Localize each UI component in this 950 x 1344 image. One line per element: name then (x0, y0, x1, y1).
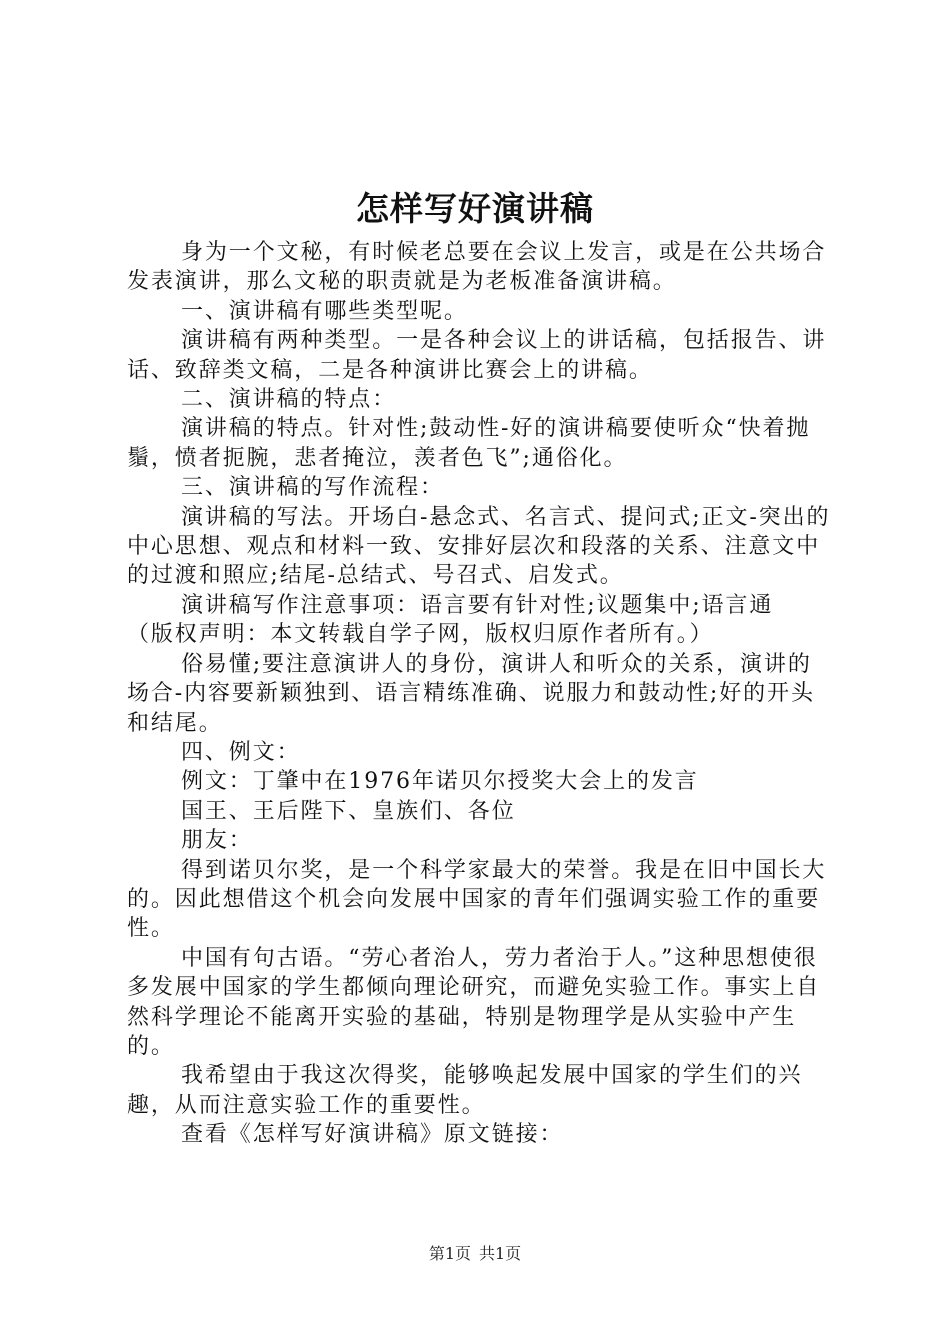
paragraph-features: 演讲稿的特点。针对性;鼓动性-好的演讲稿要使听众“快着抛鬚，愤者扼腕，悲者掩泣，羡者色飞”;通俗化。 (127, 416, 811, 471)
example-salutation: 国王、王后陛下、皇族们、各位 (181, 798, 516, 824)
example-paragraph-2: 中国有句古语。“劳心者治人，劳力者治于人。”这种思想使很多发展中国家的学生都倾向理论研究，而避免实验工作。事实上自然科学理论不能离开实验的基础，特别是物理学是从实验中产生的。 (127, 945, 821, 1059)
page-footer (0, 1243, 950, 1265)
heading-section-2: 二、演讲稿的特点： (181, 387, 397, 413)
heading-section-1: 一、演讲稿有哪些类型呢。 (181, 298, 468, 324)
original-link-label: 查看《怎样写好演讲稿》原文链接： (181, 1122, 564, 1148)
paragraph-notes: 演讲稿写作注意事项：语言要有针对性;议题集中;语言通 (181, 592, 774, 618)
document-body (127, 238, 835, 1150)
example-salutation-friends: 朋友： (181, 828, 253, 854)
heading-section-4: 四、例文： (181, 739, 301, 765)
example-paragraph-1: 得到诺贝尔奖，是一个科学家最大的荣誉。我是在旧中国长大的。因此想借这个机会向发展中国家的青年们强调实验工作的重要性。 (127, 857, 827, 942)
page-number: 第1页 (428, 1244, 471, 1263)
paragraph-types: 演讲稿有两种类型。一是各种会议上的讲话稿，包括报告、讲话、致辞类文稿，二是各种演讲比赛会上的讲稿。 (127, 328, 827, 383)
paragraph-notes-continued: 俗易懂;要注意演讲人的身份，演讲人和听众的关系，演讲的场合-内容要新颖独到、语言精练准确、说服力和鼓动性;好的开头和结尾。 (127, 651, 815, 736)
example-paragraph-3: 我希望由于我这次得奖，能够唤起发展中国家的学生们的兴趣，从而注意实验工作的重要性。 (127, 1063, 803, 1118)
copyright-notice: （版权声明：本文转载自学子网，版权归原作者所有。） (127, 622, 714, 648)
page-total: 共1页 (479, 1244, 522, 1263)
heading-section-3: 三、演讲稿的写作流程： (181, 475, 444, 501)
paragraph-intro: 身为一个文秘，有时候老总要在会议上发言，或是在公共场合发表演讲，那么文秘的职责就是为老板准备演讲稿。 (127, 240, 827, 295)
example-title: 例文：丁肇中在1976年诺贝尔授奖大会上的发言 (181, 769, 699, 795)
paragraph-writing-method: 演讲稿的写法。开场白-悬念式、名言式、提问式;正文-突出的中心思想、观点和材料一致、安排好层次和段落的关系、注意文中的过渡和照应;结尾-总结式、号召式、启发式。 (127, 504, 831, 589)
document-title: 怎样写好演讲稿 (356, 189, 594, 228)
